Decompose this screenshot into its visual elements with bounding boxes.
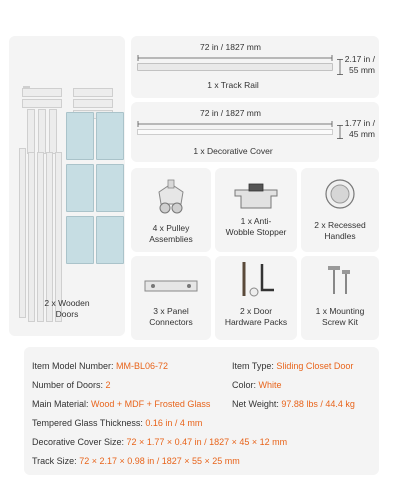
- glass-pane: [66, 216, 94, 264]
- cover-height: 1.77 in / 45 mm: [344, 118, 375, 139]
- connector-icon: [144, 278, 198, 294]
- door-stile: [19, 148, 26, 318]
- spec-track-size: Track Size: 72 × 2.17 × 0.98 in / 1827 × 55 × 25 mm: [32, 456, 240, 466]
- connectors-label: 3 x Panel Connectors: [149, 306, 193, 327]
- track-length: 72 in / 1827 mm: [200, 42, 261, 52]
- door-stile: [55, 152, 62, 322]
- door-stile: [49, 109, 57, 154]
- stopper-icon: [231, 182, 281, 212]
- pulley-icon: [151, 178, 191, 216]
- cover-length: 72 in / 1827 mm: [200, 108, 261, 118]
- stopper-card: [215, 168, 297, 252]
- track-rail-image: [137, 63, 333, 71]
- door-stile: [37, 152, 44, 322]
- glass-pane: [96, 164, 124, 212]
- doors-label: 2 x Wooden Doors: [44, 298, 90, 319]
- hardware-card: [215, 256, 297, 340]
- decorative-cover-label: 1 x Decorative Cover: [193, 146, 273, 156]
- door-stile: [23, 86, 30, 88]
- door-rail: [22, 88, 62, 97]
- spec-glass: Tempered Glass Thickness: 0.16 in / 4 mm: [32, 418, 203, 428]
- connectors-card: [131, 256, 211, 340]
- doors-card: [9, 36, 125, 336]
- specs-panel: [24, 347, 379, 475]
- screws-label: 1 x Mounting Screw Kit: [315, 306, 365, 327]
- door-stile: [28, 152, 35, 322]
- door-stile: [38, 109, 46, 154]
- cover-image: [137, 129, 333, 135]
- hardware-icon: [228, 260, 284, 300]
- door-rail: [22, 99, 62, 108]
- track-rail-label: 1 x Track Rail: [207, 80, 259, 90]
- hardware-label: 2 x Door Hardware Packs: [224, 306, 288, 327]
- door-stile: [27, 109, 35, 154]
- handles-label: 2 x Recessed Handles: [314, 220, 366, 241]
- glass-pane: [96, 112, 124, 160]
- glass-pane: [96, 216, 124, 264]
- screws-card: [301, 256, 379, 340]
- stopper-label: 1 x Anti- Wobble Stopper: [225, 216, 287, 237]
- door-rail: [73, 88, 113, 97]
- cover-height-arrow: [337, 125, 343, 139]
- glass-pane: [66, 164, 94, 212]
- screw-icon: [320, 264, 360, 300]
- glass-pane: [66, 112, 94, 160]
- spec-material: Main Material: Wood + MDF + Frosted Glass: [32, 399, 211, 409]
- spec-color: Color: White: [232, 380, 282, 390]
- spec-weight: Net Weight: 97.88 lbs / 44.4 kg: [232, 399, 355, 409]
- pulley-card: [131, 168, 211, 252]
- track-length-arrow: [137, 55, 333, 61]
- spec-cover-size: Decorative Cover Size: 72 × 1.77 × 0.47 in / 1827 × 45 × 12 mm: [32, 437, 288, 447]
- door-rail: [73, 99, 113, 108]
- spec-model: Item Model Number: MM-BL06-72: [32, 361, 169, 371]
- decorative-cover-card: [131, 102, 379, 162]
- track-height-arrow: [337, 59, 343, 75]
- cover-length-arrow: [137, 121, 333, 127]
- track-height: 2.17 in / 55 mm: [344, 54, 375, 75]
- handles-card: [301, 168, 379, 252]
- spec-doors: Number of Doors: 2: [32, 380, 111, 390]
- door-stile: [46, 152, 53, 322]
- handle-icon: [324, 178, 356, 210]
- pulley-label: 4 x Pulley Assemblies: [149, 223, 193, 244]
- spec-type: Item Type: Sliding Closet Door: [232, 361, 354, 371]
- track-rail-card: [131, 36, 379, 98]
